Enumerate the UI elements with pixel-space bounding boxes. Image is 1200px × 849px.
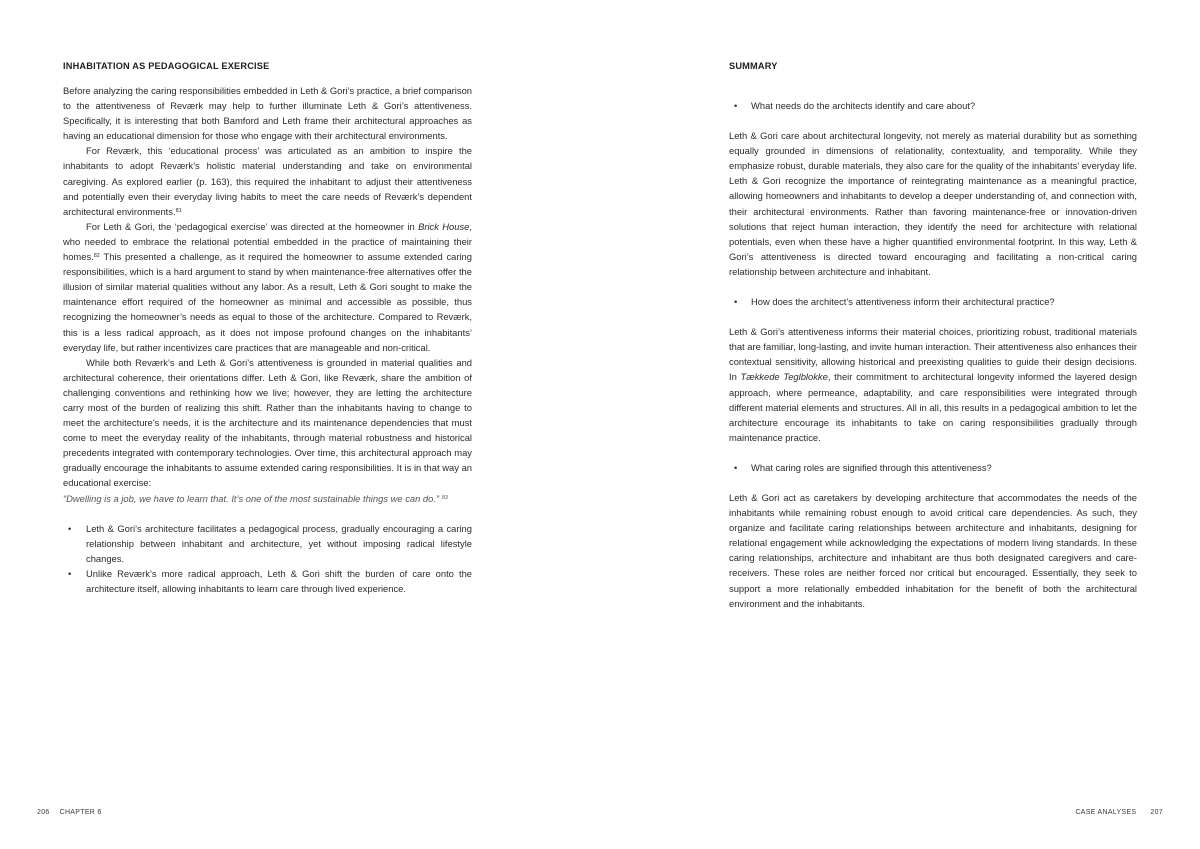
section-heading: SUMMARY bbox=[729, 61, 778, 71]
paragraph-3-part-c: This presented a challenge, as it required the homeowner to assume extended caring responsibilities, which is a hard argument to stand by when maintenance-free alternatives offer the illusion of similar material qualities without any labor. As a result, Leth & Gori sought to make the maintenance effort required of the homeowner as minimal and accessible as possible, thus recognizing the homeowner’s needs as equal to those of the architecture. Compared to Reværk, this is a less radical approach, as it does not impose profound changes on the inhabitants’ everyday life, but rather incentivizes care practices that are manageable and non-critical. bbox=[63, 251, 472, 353]
summary-body bbox=[729, 83, 1137, 611]
question-text: What caring roles are signified through this attentiveness? bbox=[751, 461, 992, 473]
list-item bbox=[63, 566, 472, 596]
project-name: Brick House bbox=[418, 220, 470, 232]
list-item bbox=[63, 521, 472, 566]
summary-question bbox=[729, 460, 1137, 475]
bullet-icon: • bbox=[68, 522, 72, 534]
bullet-icon: • bbox=[68, 567, 72, 579]
list-item-text: Unlike Reværk’s more radical approach, Leth & Gori shift the burden of care onto the architecture itself, allowing inhabitants to learn care through lived experience. bbox=[86, 567, 472, 594]
paragraph-1: Before analyzing the caring responsibilities embedded in Leth & Gori’s practice, a brief comparison to the attentiveness of Reværk may help to further illuminate Leth & Gori’s attentiveness. Specifically, it is interesting that both Bamford and Leth frame their architectural approaches as having an educational dimension for those who engage with their architectural environments. bbox=[63, 85, 472, 142]
paragraph-2 bbox=[63, 143, 472, 218]
question-text: What needs do the architects identify and care about? bbox=[751, 100, 976, 111]
answer-part-b: , their commitment to architectural longevity informed the layered design approach, where permeance, adaptability, and care responsibilities were integrated through different material elements and structures. All in all, this results in a pedagogical ambition to let the architecture encourage its inhabitants to take on caring responsibilities gradually through maintenance practice. bbox=[729, 371, 1137, 443]
question-text: How does the architect’s attentiveness inform their architectural practice? bbox=[751, 296, 1055, 308]
chapter-label: CHAPTER 6 bbox=[59, 809, 102, 816]
bullet-icon: • bbox=[734, 296, 738, 308]
footnote-ref: 83 bbox=[441, 494, 448, 501]
section-label: CASE ANALYSES bbox=[1075, 809, 1137, 816]
paragraph-3 bbox=[63, 219, 472, 355]
block-quote bbox=[63, 491, 472, 506]
bullet-icon: • bbox=[734, 100, 738, 111]
paragraph-3-part-b: , who needed to embrace the relational potential embedded in the practice of maintaining their homes. bbox=[63, 220, 472, 263]
summary-answer: Leth & Gori care about architectural longevity, not merely as material durability but as something equally grounded in dimensions of relationality, contextuality, and temporality. While they emphasize robust, durable materials, they also care for the quality of the inhabitants’ everyday life. Leth & Gori recognize the importance of reintegrating maintenance as a meaningful practice, allowing homeowners and inhabitants to develop a deeper understanding of, and connection with, their architectural environments. Rather than favoring maintenance-free or innovation-driven solutions that reject human interaction, they identify the need for architecture with relational potentials, even when these have a higher quantified environmental footprint. In this way, Leth & Gori’s attentiveness is directed toward encouraging and facilitating a non-critical caring relationship between architecture and inhabitant. bbox=[729, 130, 1137, 277]
list-item-text: Leth & Gori’s architecture facilitates a pedagogical process, gradually encouraging a caring relationship between inhabitant and architecture, yet without imposing radical lifestyle changes. bbox=[86, 522, 472, 564]
answer-part-a: Leth & Gori’s attentiveness informs their material choices, prioritizing robust, traditional materials that are familiar, long-lasting, and invite human interaction. Their attentiveness also enhances their contextual sensitivity, allowing historical and preexisting qualities to guide their design decisions. In bbox=[729, 326, 1137, 383]
right-page bbox=[600, 0, 1200, 849]
key-points-list bbox=[63, 521, 472, 596]
left-body bbox=[63, 83, 472, 596]
page-footer bbox=[1075, 809, 1163, 816]
page-number: 207 bbox=[1150, 809, 1163, 816]
footnote-ref: 82 bbox=[93, 253, 100, 260]
paragraph-4: While both Reværk’s and Leth & Gori’s attentiveness is grounded in material qualities and architectural coherence, their orientations differ. Leth & Gori, like Reværk, share the ambition of challenging conventions and rethinking how we live; however, they are letting the architecture carry most of the burden of realizing this shift. Rather than the inhabitants having to change to meet the architecture’s needs, it is the architecture and its maintenance dependencies that must come to meet the everyday reality of the inhabitants, through material robustness and historical precedents integrated with contemporary technologies. Over time, this architectural approach may gradually encourage the inhabitants to assume extended caring responsibilities. It is in that way an educational exercise: bbox=[63, 356, 472, 489]
bullet-icon: • bbox=[734, 461, 738, 473]
quote-text: “Dwelling is a job, we have to learn that. It’s one of the most sustainable things we can do.” bbox=[63, 492, 440, 504]
page-number: 206 bbox=[37, 809, 50, 816]
paragraph-3-part-a: For Leth & Gori, the ‘pedagogical exercise’ was directed at the homeowner in bbox=[86, 220, 419, 232]
footnote-ref: 81 bbox=[175, 207, 182, 214]
summary-answer: Leth & Gori act as caretakers by developing architecture that accommodates the needs of the inhabitants while remaining robust enough to avoid critical care dependencies. As such, they organize and facilitate caring relationships between architecture and inhabitants, designing for relational engagement while acknowledging the expectations of modern living standards. In these caring relationships, architecture and inhabitant are thus both designated caregivers and care-receivers. These roles are neither forced nor critical but encouraged. Essentially, they seek to support a more relationally embedded inhabitation for the benefit of both the architectural environment and the inhabitants. bbox=[729, 491, 1137, 609]
paragraph-2-text: For Reværk, this ‘educational process’ was articulated as an ambition to inspire the inhabitants to adopt Reværk’s holistic material understanding and take on environmental caregiving. As explored earlier (p. 163), this required the inhabitant to adjust their attentiveness and potentially even their everyday living habits to meet the care needs of Reværk’s dependent architectural environments. bbox=[63, 145, 472, 217]
section-heading: INHABITATION AS PEDAGOGICAL EXERCISE bbox=[63, 61, 270, 71]
summary-answer bbox=[729, 324, 1137, 445]
page-footer bbox=[37, 809, 102, 816]
project-name: Tækkede Teglblokke bbox=[740, 371, 828, 383]
summary-question bbox=[729, 294, 1137, 309]
summary-question bbox=[729, 98, 1137, 113]
